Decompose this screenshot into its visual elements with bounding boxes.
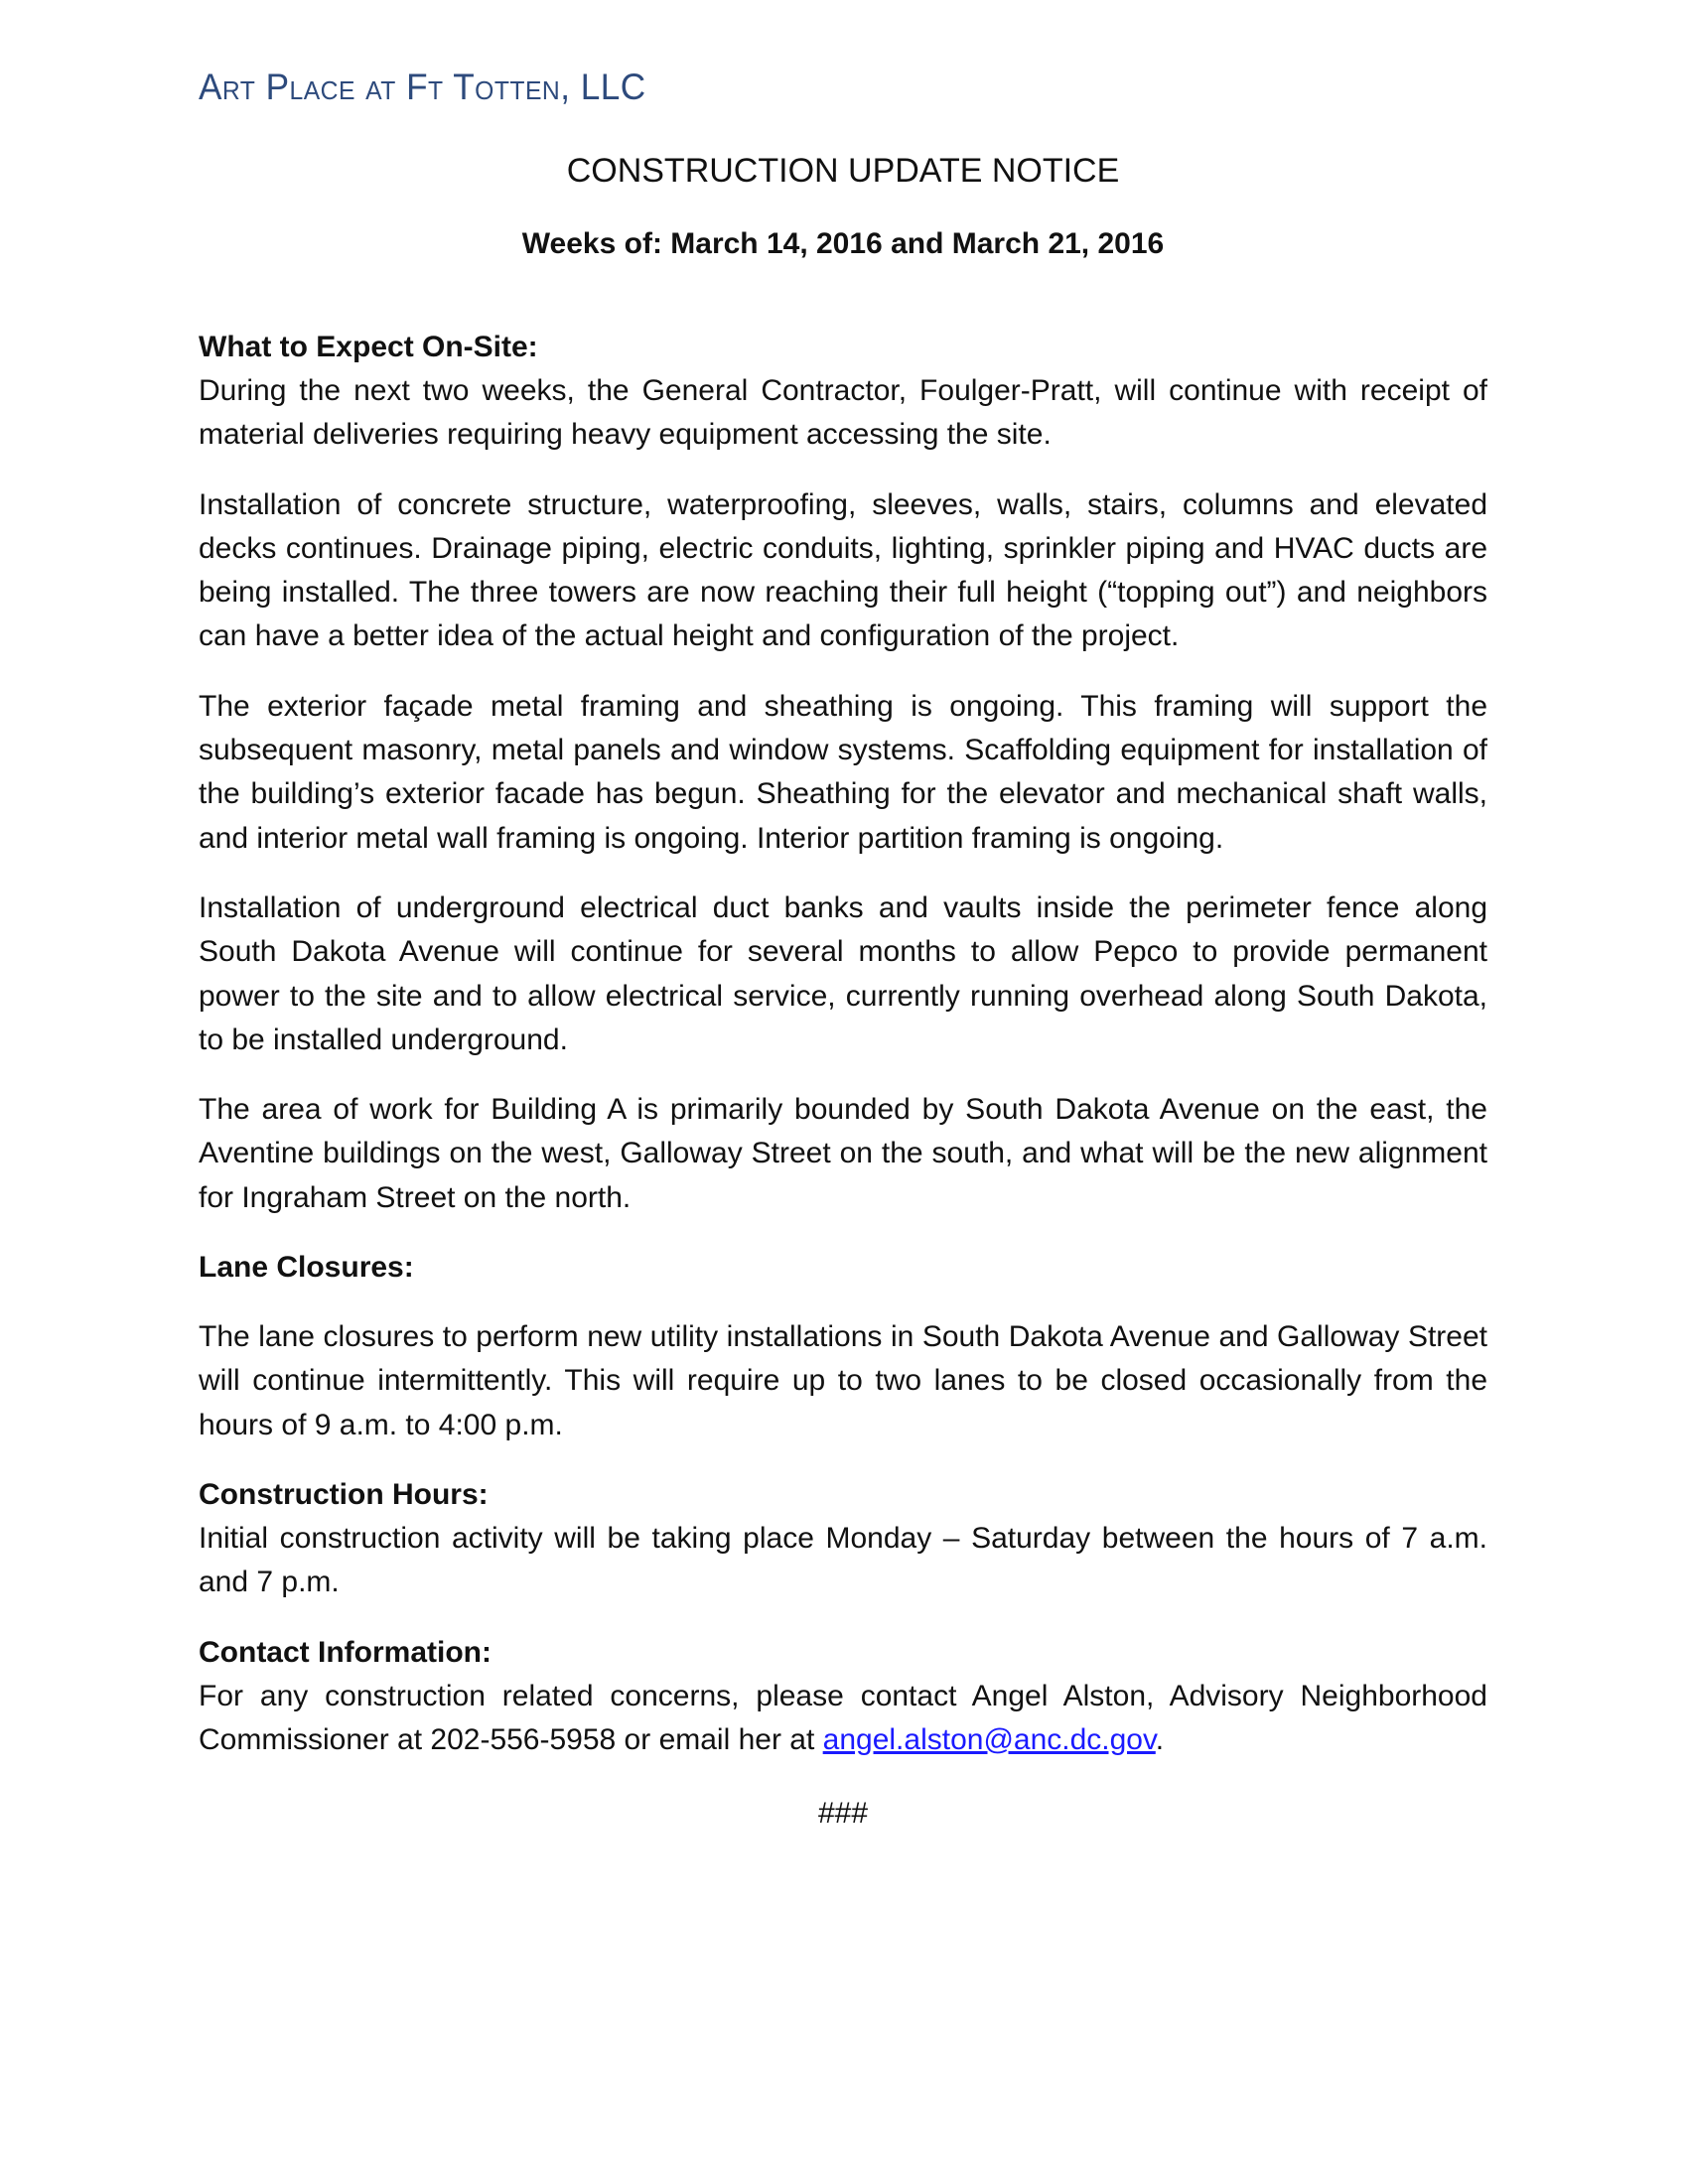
paragraph-expect-4: Installation of underground electrical duct banks and vaults inside the perimeter fence along South Dakota Avenue will continue for several months to allow Pepco to provide permanent power to the site and to allow electrical service, currently running overhead along South Dakota, to be installed underground. — [199, 890, 1487, 1056]
contact-period: . — [1155, 1722, 1165, 1756]
contact-text: For any construction related concerns, please contact Angel Alston, Advisory Neighborhood Commissioner at 202-556-5958 or email her at — [199, 1679, 1487, 1756]
email-link[interactable]: angel.alston@anc.dc.gov — [822, 1722, 1156, 1756]
paragraph-expect-2: Installation of concrete structure, waterproofing, sleeves, walls, stairs, columns and elevated decks continues. Drainage piping, electric conduits, lighting, sprinkler piping and HVAC ducts are being installed. The three towers are now reaching their full height (“topping out”) and neighbors can have a better idea of the actual height and configuration of the project. — [199, 487, 1487, 653]
paragraph-expect-5: The area of work for Building A is primarily bounded by South Dakota Avenue on the east, the Aventine buildings on the west, Galloway Street on the south, and what will be the new alignment for Ingraham Street on the north. — [199, 1093, 1487, 1214]
paragraph-expect-1: During the next two weeks, the General Contractor, Foulger-Pratt, will continue with receipt of material deliveries requiring heavy equipment accessing the site. — [199, 374, 1487, 452]
heading-lane-closures: Lane Closures: — [199, 1251, 414, 1285]
letterhead: Art Place at Ft Totten, LLC — [199, 67, 646, 107]
paragraph-construction-hours: Initial construction activity will be taking place Monday – Saturday between the hours of 7 a.m. and 7 p.m. — [199, 1521, 1487, 1599]
heading-contact-information: Contact Information: — [199, 1635, 492, 1669]
notice-title: CONSTRUCTION UPDATE NOTICE — [566, 152, 1120, 190]
heading-what-to-expect: What to Expect On-Site: — [199, 331, 538, 363]
heading-construction-hours: Construction Hours: — [199, 1477, 489, 1511]
weeks-of-line: Weeks of: March 14, 2016 and March 21, 2016 — [521, 227, 1165, 260]
paragraph-contact — [199, 1675, 1487, 1763]
paragraph-expect-3: The exterior façade metal framing and sheathing is ongoing. This framing will support the subsequent masonry, metal panels and window systems. Scaffolding equipment for installation of the building’s exterior facade has begun. Sheathing for the elevator and mechanical shaft walls, and interior metal wall framing is ongoing. Interior partition framing is ongoing. — [199, 689, 1487, 855]
paragraph-lane-closures: The lane closures to perform new utility installations in South Dakota Avenue and Galloway Street will continue intermittently. This will require up to two lanes to be closed occasionally from the hours of 9 a.m. to 4:00 p.m. — [199, 1320, 1487, 1441]
document-page — [199, 60, 1487, 1836]
end-mark: ### — [817, 1797, 869, 1831]
